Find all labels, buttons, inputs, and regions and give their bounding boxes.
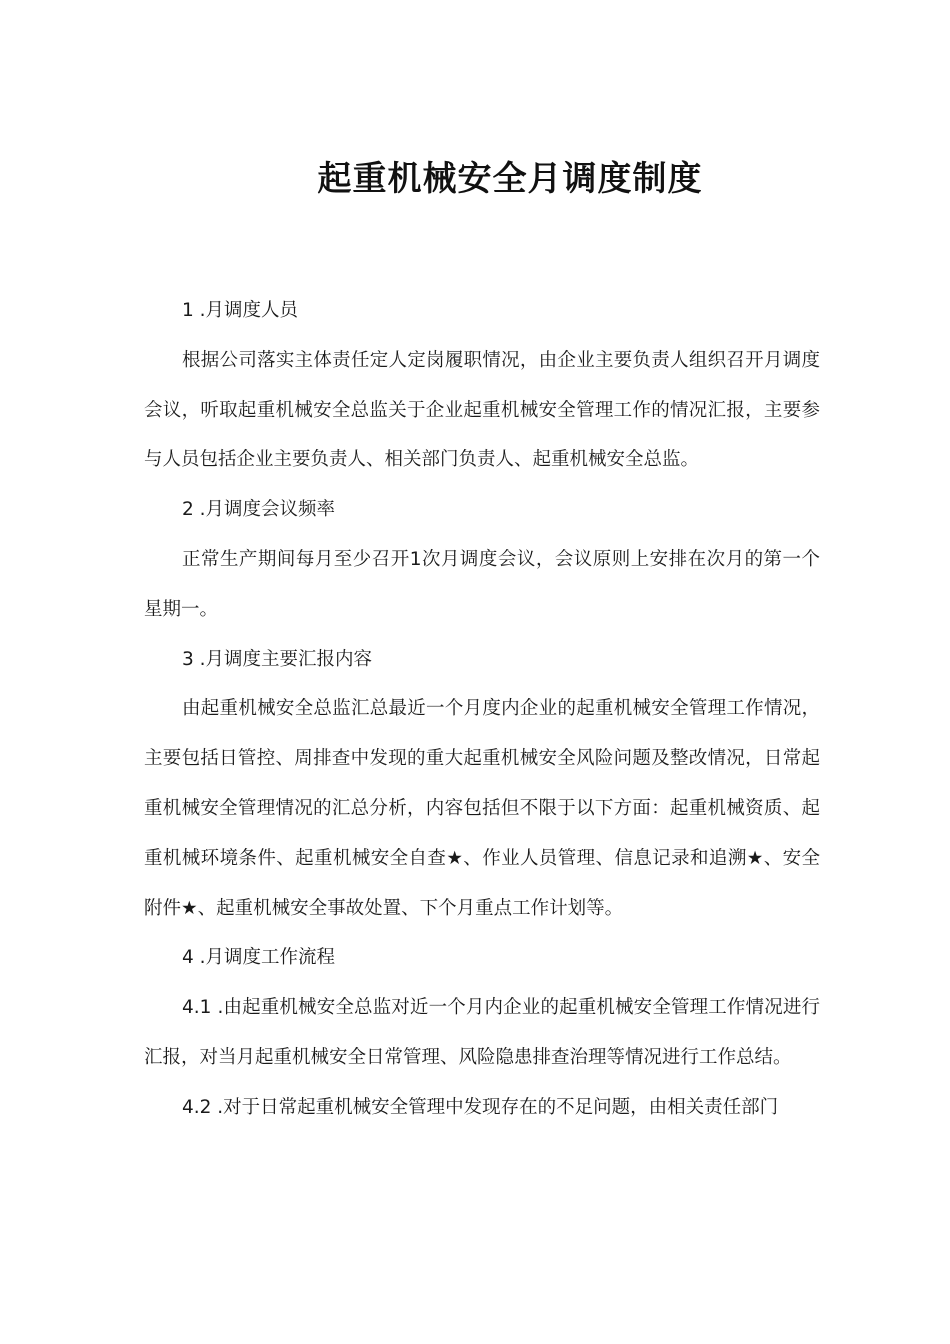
document-body xyxy=(144,286,820,1133)
heading-report-content: 3 .月调度主要汇报内容 xyxy=(182,648,373,670)
document-title: 起重机械安全月调度制度 xyxy=(317,159,703,199)
paragraph-frequency: 正常生产期间每月至少召开1次月调度会议，会议原则上安排在次月的第一个星期一。 xyxy=(144,548,820,620)
heading-workflow: 4 .月调度工作流程 xyxy=(182,947,336,969)
heading-frequency: 2 .月调度会议频率 xyxy=(182,499,336,521)
paragraph-personnel: 根据公司落实主体责任定人定岗履职情况，由企业主要负责人组织召开月调度会议，听取起重机械安全总监关于企业起重机械安全管理工作的情况汇报，主要参与人员包括企业主要负责人、相关部门负责人、起重机械安全总监。 xyxy=(144,349,820,471)
paragraph-workflow-4-1: 4.1 .由起重机械安全总监对近一个月内企业的起重机械安全管理工作情况进行汇报，对当月起重机械安全日常管理、风险隐患排查治理等情况进行工作总结。 xyxy=(144,997,820,1068)
paragraph-report-content: 由起重机械安全总监汇总最近一个月度内企业的起重机械安全管理工作情况，主要包括日管控、周排查中发现的重大起重机械安全风险问题及整改情况，日常起重机械安全管理情况的汇总分析，内容包括但不限于以下方面：起重机械资质、起重机械环境条件、起重机械安全自查★、作业人员管理、信息记录和追溯★、安全附件★、起重机械安全事故处置、下个月重点工作计划等。 xyxy=(144,698,820,919)
paragraph-workflow-4-2: 4.2 .对于日常起重机械安全管理中发现存在的不足问题，由相关责任部门 xyxy=(182,1096,779,1118)
heading-personnel: 1 .月调度人员 xyxy=(182,300,299,321)
